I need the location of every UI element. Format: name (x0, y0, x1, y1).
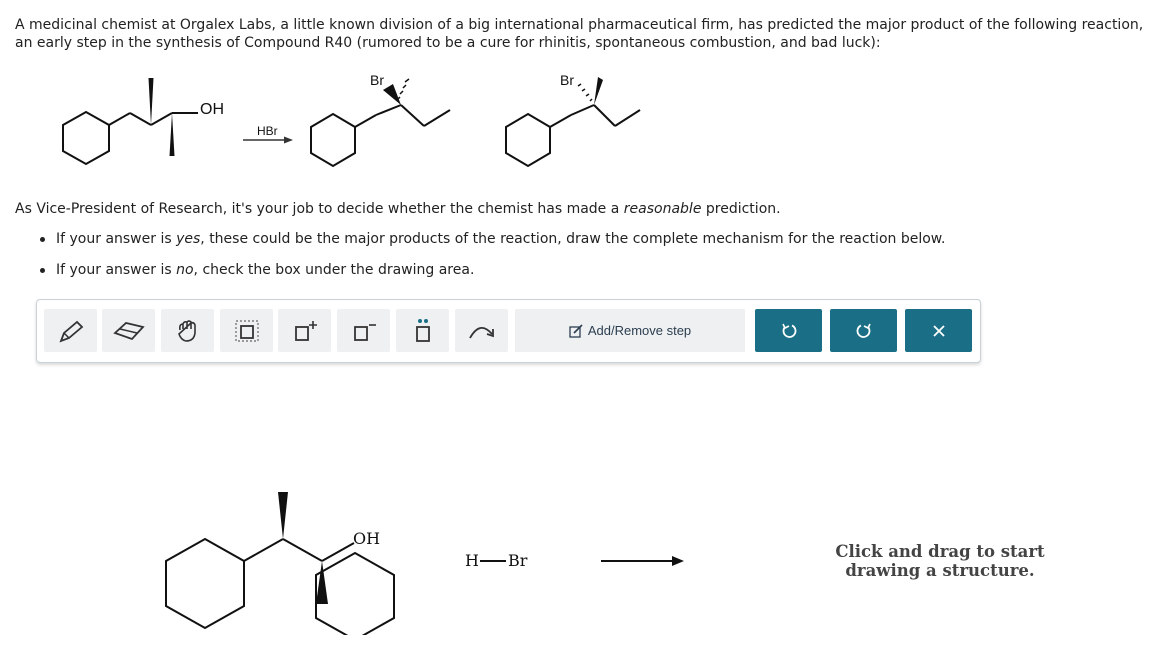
add-charge-icon (290, 318, 320, 344)
drawing-hint: Click and drag to start drawing a structure. (835, 542, 1045, 580)
redo-icon (855, 322, 873, 340)
canvas-molecule[interactable] (0, 480, 720, 640)
lone-pair-button[interactable] (396, 309, 449, 352)
product1-br-label: Br (370, 72, 384, 88)
drawing-toolbar (36, 299, 981, 363)
pencil-icon (57, 319, 85, 343)
redo-button[interactable] (830, 309, 897, 352)
undo-button[interactable] (755, 309, 822, 352)
undo-icon (780, 322, 798, 340)
instruction-list (38, 231, 945, 293)
reactant-cyclohexane (63, 112, 109, 164)
instruction-paragraph: As Vice-President of Research, it's your job to decide whether the chemist has made a reasonable prediction. (15, 201, 781, 217)
bullet-yes: If your answer is yes, these could be the major products of the reaction, draw the complete mechanism for the reaction below. (38, 231, 945, 262)
remove-charge-icon (349, 318, 379, 344)
add-remove-step-label: Add/Remove step (587, 323, 692, 338)
product2-cyclohexane (506, 114, 550, 166)
lone-pair-icon (408, 317, 438, 345)
emphasis: reasonable (623, 201, 702, 217)
hand-tool-button[interactable] (161, 309, 214, 352)
question-intro: A medicinal chemist at Orgalex Labs, a little known division of a big international pharmaceutical firm, has predicted the major product of the following reaction, an early step in the synthesis of Compound R40 (rumored to be a cure for rhinitis, spontaneous combustion, and bad luck): (15, 17, 1144, 51)
canvas-oh-label: OH (353, 529, 381, 548)
add-remove-step-button[interactable] (515, 309, 745, 352)
bullet-no: If your answer is no, check the box under the drawing area. (38, 262, 945, 293)
select-tool-button[interactable] (220, 309, 273, 352)
product2-br-label: Br (560, 72, 574, 88)
product1-cyclohexane (311, 114, 355, 166)
eraser-tool-button[interactable] (102, 309, 155, 352)
clear-button[interactable] (905, 309, 972, 352)
reagent-label: HBr (257, 124, 278, 138)
eraser-icon (112, 319, 146, 343)
canvas-br-label: Br (508, 551, 528, 570)
canvas-h-label: H (465, 551, 479, 570)
curved-arrow-icon (466, 318, 498, 344)
pencil-tool-button[interactable] (44, 309, 97, 352)
remove-charge-button[interactable] (337, 309, 390, 352)
curved-arrow-button[interactable] (455, 309, 508, 352)
edit-icon (569, 324, 583, 338)
close-icon (932, 324, 946, 338)
add-charge-button[interactable] (278, 309, 331, 352)
select-icon (232, 318, 262, 344)
reactant-oh-label: OH (200, 101, 224, 118)
reaction-scheme (0, 60, 700, 180)
hand-icon (174, 318, 202, 344)
